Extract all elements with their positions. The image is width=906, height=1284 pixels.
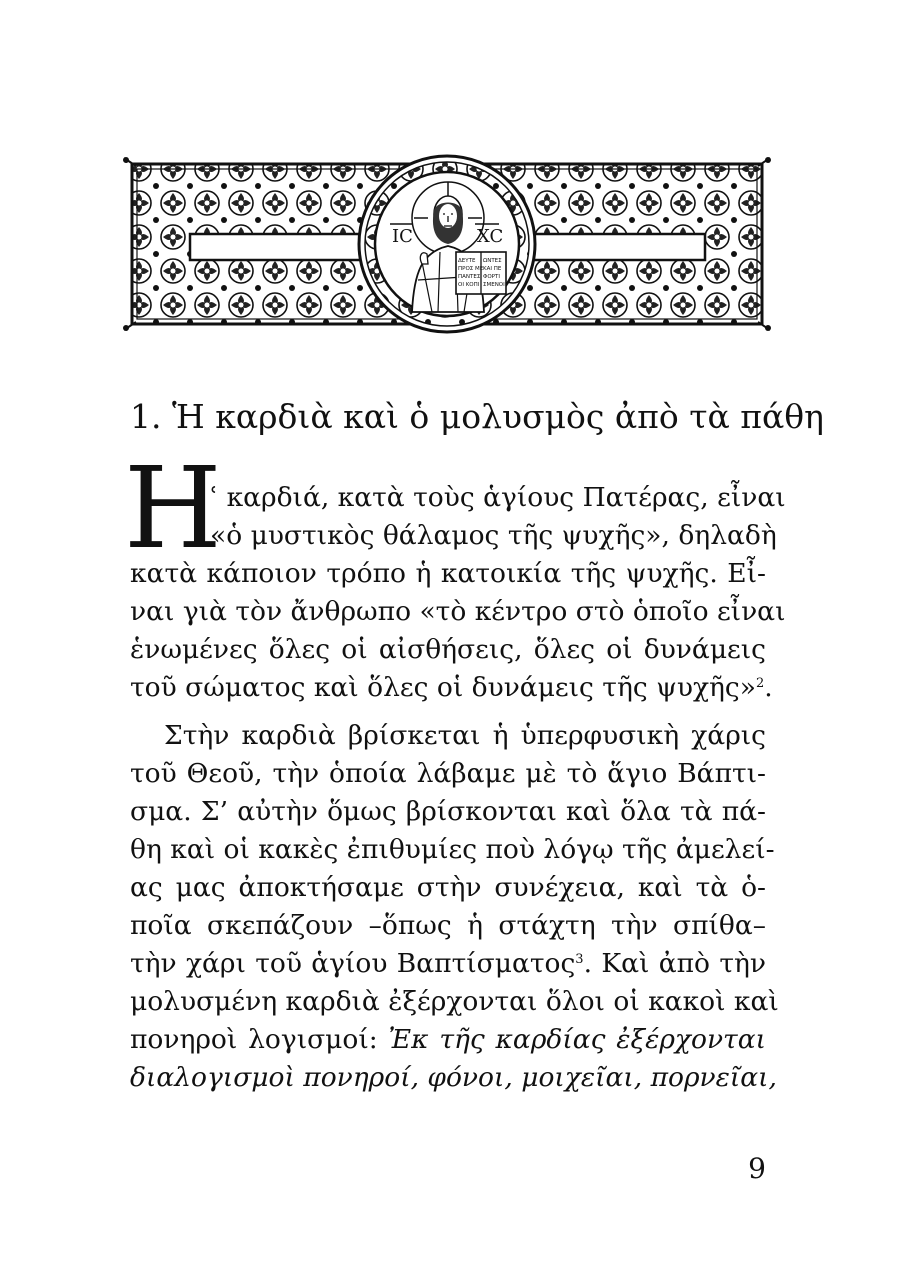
text-line: ʿ καρδιά, κατὰ τοὺς ἁγίους Πατέρας, εἶναι <box>210 482 786 513</box>
scripture-quote: διαλογισμοὶ πονηροί, φόνοι, μοιχεῖαι, πορνεῖαι, <box>130 1062 777 1093</box>
text-line <box>130 1021 766 1059</box>
book-text: ΟΙ ΚΟΠΙ <box>458 282 480 288</box>
drop-cap: Η <box>124 444 222 574</box>
book-text: ΔΕΥΤΕ <box>458 258 476 264</box>
text-line: ναι γιὰ τὸν ἄνθρωπο «τὸ κέντρο στὸ ὁποῖο εἶναι <box>130 596 786 627</box>
scripture-quote: Ἐκ τῆς καρδίας ἐξέρχονται <box>388 1024 766 1055</box>
book-text: ΠΡΟΣ ΜΕ <box>458 266 484 272</box>
text-line: ποῖα σκεπάζουν –ὅπως ἡ στάχτη τὴν σπίθα– <box>130 910 766 941</box>
text-line: ας μας ἀποκτήσαμε στὴν συνέχεια, καὶ τὰ ὁ- <box>130 872 766 903</box>
footnote-marker: 2 <box>756 676 765 691</box>
book-text: ΦΟΡΤΙ <box>483 274 500 280</box>
headpiece-ornament <box>122 152 772 337</box>
text-line: τοῦ Θεοῦ, τὴν ὁποία λάβαμε μὲ τὸ ἅγιο Βάπτι- <box>130 758 766 789</box>
book-text: ΣΜΕΝΟΙ <box>483 282 505 288</box>
text-line: κατὰ κάποιον τρόπο ἡ κατοικία τῆς ψυχῆς. Εἶ- <box>130 558 766 589</box>
monogram-left: IC <box>392 226 413 247</box>
book-text: ΩΝΤΕΣ <box>483 258 502 264</box>
text-line: «ὁ μυστικὸς θάλαμος τῆς ψυχῆς», δηλαδὴ <box>210 520 777 551</box>
line-text: τοῦ σώματος καὶ ὅλες οἱ δυνάμεις τῆς ψυχῆς» <box>130 672 756 703</box>
line-text: τὴν χάρι τοῦ ἁγίου Βαπτίσματος <box>130 948 576 979</box>
text-line: ἑνωμένες ὅλες οἱ αἰσθήσεις, ὅλες οἱ δυνάμεις <box>130 634 766 665</box>
book-text: ΚΑΙ ΠΕ <box>483 266 502 272</box>
text-line: σμα. Σ’ αὐτὴν ὅμως βρίσκονται καὶ ὅλα τὰ πά- <box>130 796 766 827</box>
text-line <box>130 945 766 983</box>
monogram-right: XC <box>477 226 504 247</box>
chapter-title: 1. Ἡ καρδιὰ καὶ ὁ μολυσμὸς ἀπὸ τὰ πάθη <box>130 397 824 436</box>
line-text: . <box>764 672 773 703</box>
footnote-marker: 3 <box>575 952 584 967</box>
text-line: θη καὶ οἱ κακὲς ἐπιθυμίες ποὺ λόγῳ τῆς ἀμελεί- <box>130 834 775 865</box>
text-line: Στὴν καρδιὰ βρίσκεται ἡ ὑπερφυσικὴ χάρις <box>164 720 766 751</box>
text-line: μολυσμένη καρδιὰ ἐξέρχονται ὅλοι οἱ κακοὶ καὶ <box>130 986 779 1017</box>
line-text: . Καὶ ἀπὸ τὴν <box>583 948 766 979</box>
text-line <box>130 669 773 707</box>
page-number: 9 <box>748 1152 766 1185</box>
book-text: ΠΑΝΤΕΣ <box>458 274 481 280</box>
line-text: πονηροὶ λογισμοί: <box>130 1024 389 1055</box>
